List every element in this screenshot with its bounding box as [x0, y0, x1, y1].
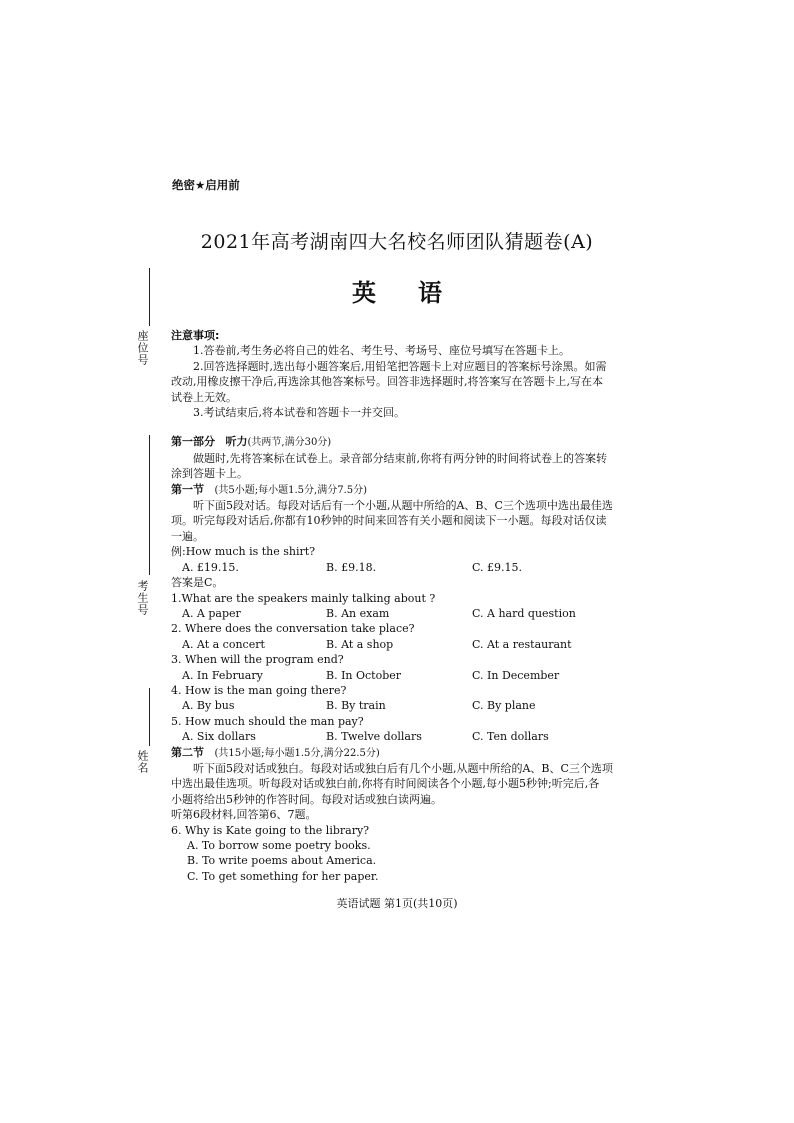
binding-line-middle	[149, 435, 150, 575]
question-4-option-c: C. By plane	[472, 699, 536, 713]
exam-content	[171, 328, 629, 884]
question-1-option-a: A. A paper	[182, 606, 241, 620]
question-1-option-c: C. A hard question	[472, 606, 576, 620]
section1-heading: 第一节	[171, 482, 204, 496]
question-1-option-b: B. An exam	[326, 606, 390, 620]
question-3-option-b: B. In October	[326, 668, 402, 682]
section1-intro-line-1: 听下面5段对话。每段对话后有一个小题,从题中所给的A、B、C三个选项中选出最佳选	[193, 499, 613, 513]
question-6-option-b: B. To write poems about America.	[187, 854, 377, 868]
question-5-option-c: C. Ten dollars	[472, 730, 549, 744]
question-6-option-a: A. To borrow some poetry books.	[187, 839, 371, 852]
part1-intro-line-2: 涂到答题卡上。	[171, 467, 248, 481]
binding-line-lower	[149, 688, 150, 746]
page-footer: 英语试题 第1页(共10页)	[336, 897, 458, 910]
question-5-option-a: A. Six dollars	[182, 730, 256, 744]
section2-intro-line-3: 小题将给出5秒钟的作答时间。每段对话或独白读两遍。	[171, 792, 442, 806]
notice-item-2-line-2: 改动,用橡皮擦干净后,再选涂其他答案标号。回答非选择题时,将答案写在答题卡上,写在本	[171, 375, 603, 389]
name-label: 姓名	[136, 750, 149, 774]
notice-item-3: 3.考试结束后,将本试卷和答题卡一并交回。	[193, 406, 405, 420]
question-3: 3. When will the program end?	[171, 653, 344, 667]
example-option-c: C. £9.15.	[472, 560, 523, 574]
example-question: 例:How much is the shirt?	[171, 545, 316, 559]
section1-score-note: (共5小题;每小题1.5分,满分7.5分)	[214, 484, 368, 496]
question-3-option-c: C. In December	[472, 668, 560, 682]
question-5: 5. How much should the man pay?	[171, 714, 364, 728]
notice-item-2-line-3: 试卷上无效。	[171, 390, 237, 404]
question-2-option-b: B. At a shop	[326, 637, 394, 651]
notice-heading: 注意事项:	[171, 329, 220, 342]
confidential-label: 绝密★启用前	[172, 178, 240, 192]
question-2-option-c: C. At a restaurant	[472, 637, 572, 651]
notice-item-1: 1.答卷前,考生务必将自己的姓名、考生号、考场号、座位号填写在答题卡上。	[193, 344, 570, 358]
section2-score-note: (共15小题;每小题1.5分,满分22.5分)	[214, 747, 380, 759]
example-answer: 答案是C。	[171, 576, 224, 590]
question-5-option-b: B. Twelve dollars	[326, 730, 422, 744]
section2-intro-line-1: 听下面5段对话或独白。每段对话或独白后有几个小题,从题中所给的A、B、C三个选项	[193, 761, 613, 775]
part1-intro-line-1: 做题时,先将答案标在试卷上。录音部分结束前,你将有两分钟的时间将试卷上的答案转	[193, 451, 607, 465]
part1-score-note: (共两节,满分30分)	[247, 437, 332, 449]
example-options	[171, 560, 629, 575]
question-5-options	[171, 729, 629, 744]
notice-item-2-line-1: 2.回答选择题时,选出每小题答案后,用铅笔把答题卡上对应题目的答案标号涂黑。如需	[193, 359, 607, 373]
question-1-options	[171, 606, 629, 621]
example-option-a: A. £19.15.	[182, 560, 239, 574]
question-2-option-a: A. At a concert	[182, 637, 265, 651]
question-4-option-a: A. By bus	[182, 699, 235, 713]
question-4-options	[171, 698, 629, 713]
exam-title: 2021年高考湖南四大名校名师团队猜题卷(A)	[200, 231, 594, 253]
section2-intro-line-2: 中选出最佳选项。听每段对话或独白前,你将有时间阅读各个小题,每小题5秒钟;听完后,各	[171, 777, 600, 791]
section1-heading-line	[171, 482, 629, 498]
material-note: 听第6段材料,回答第6、7题。	[171, 808, 317, 822]
part1-heading-line	[171, 434, 629, 450]
question-3-options	[171, 668, 629, 683]
binding-line-top	[149, 268, 150, 326]
example-option-b: B. £9.18.	[326, 560, 377, 574]
section2-heading-line	[171, 745, 629, 761]
exam-number-label: 考生号	[136, 580, 149, 616]
subject-title: 英语	[352, 279, 484, 307]
question-6-option-c: C. To get something for her paper.	[187, 869, 379, 883]
section1-intro-line-3: 一遍。	[171, 529, 204, 543]
question-2-options	[171, 637, 629, 652]
question-2: 2. Where does the conversation take place?	[171, 622, 415, 636]
part1-heading: 第一部分	[171, 435, 215, 449]
section1-intro-line-2: 项。听完每段对话后,你都有10秒钟的时间来回答有关小题和阅读下一小题。每段对话仅读	[171, 514, 607, 528]
question-6: 6. Why is Kate going to the library?	[171, 823, 370, 837]
question-4: 4. How is the man going there?	[171, 683, 347, 697]
seat-number-label: 座位号	[136, 330, 149, 366]
part1-title: 听力	[225, 435, 248, 449]
question-4-option-b: B. By train	[326, 699, 386, 713]
question-1: 1.What are the speakers mainly talking about ?	[171, 591, 436, 605]
section2-heading: 第二节	[171, 745, 204, 759]
question-3-option-a: A. In February	[182, 668, 263, 682]
